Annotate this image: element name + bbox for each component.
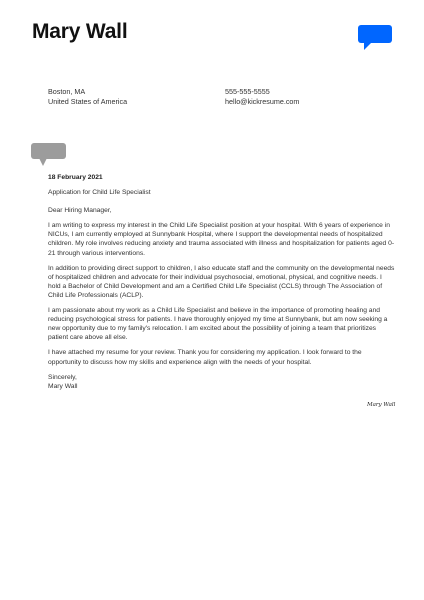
contact-phone: 555-555-5555 [225,87,270,96]
contact-address [48,87,127,106]
speech-bubble-icon [31,143,66,167]
letter-paragraph: I have attached my resume for your review. Thank you for considering my application. I look forward to the opportunity to discuss how my skills and experience align with the needs of your hospital. [48,349,362,366]
letter-sender: Mary Wall [48,382,78,390]
letter-paragraph: I am passionate about my work as a Child Life Specialist and believe in the importance of promoting healing and reducing psychological stress for patients. I have thoroughly enjoyed my time at Sunnybank, but am now seeking a new opportunity due to my family's relocation. I am excited about the possibility of joining a team that prioritizes patient care above all else. [48,307,388,342]
contact-email: hello@kickresume.com [225,96,300,106]
contact-country: United States of America [48,96,128,106]
applicant-name: Mary Wall [32,20,128,43]
speech-bubble-icon [358,25,392,51]
signature: Mary Wall [367,402,396,408]
letter-greeting: Dear Hiring Manager, [48,207,112,215]
letter-body [48,173,396,391]
letter-date: 18 February 2021 [48,174,103,181]
letter-paragraph: I am writing to express my interest in the Child Life Specialist position at your hospital. With 6 years of experience in NICUs, I am currently employed at Sunnybank Hospital, where I support the developmental needs of hospitalized children. My role involves reducing anxiety and trauma associated with illness and hospitalization for patients aged 0-21 through various interventions. [48,222,395,257]
letter-subject: Application for Child Life Specialist [48,189,151,197]
contact-details [225,87,299,106]
letter-closing: Sincerely, [48,373,77,381]
letter-paragraph: In addition to providing direct support to children, I also educate staff and the community on the developmental needs of hospitalized children and advocate for their individual psychosocial, emotional, physical, and cognitive needs. I hold a Bachelor of Child Development and am a Certified Child Life Specialist (CCLS) through The Association of Child Life Professionals (ACLP). [48,264,395,299]
contact-city: Boston, MA [48,87,86,96]
